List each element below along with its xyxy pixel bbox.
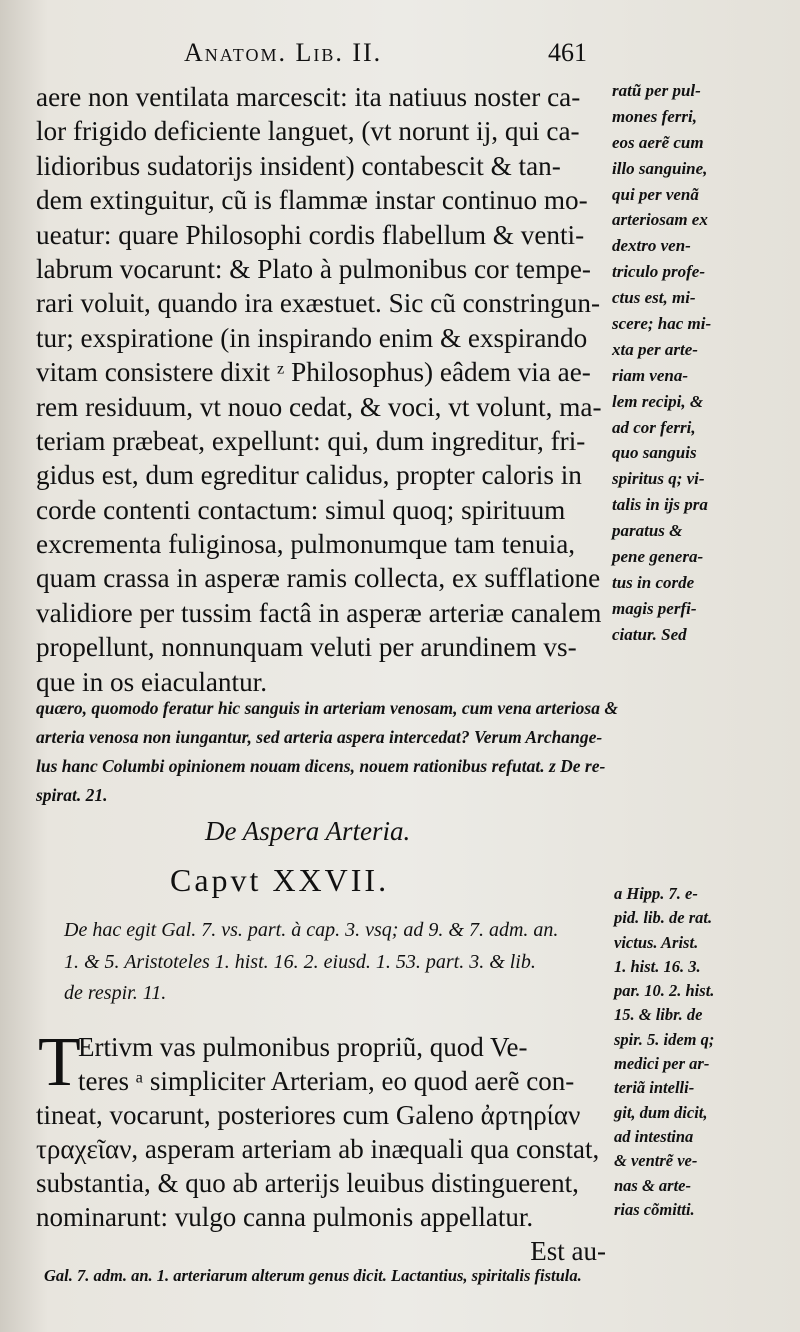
text-line: Ertivm vas pulmonibus propriũ, quod Ve- [78,1032,528,1062]
note-line: quæro, quomodo feratur hic sanguis in arteriam venosam, cum vena arteriosa & [36,698,618,718]
marginal-line: spiritus q; vi- [612,469,705,489]
marginal-line: talis in ijs pra [612,495,708,515]
marginal-line: medici per ar- [614,1054,710,1074]
text-line: τραχεῖαν, asperam arteriam ab inæquali qua constat, [36,1134,600,1164]
marginal-line: mones ferri, [612,106,697,126]
marginal-line: riam vena- [612,365,689,385]
marginal-line: scere; hac mi- [612,314,712,334]
main-text-block-2 [36,1024,616,1268]
text-line: teriam præbeat, expellunt: qui, dum ingreditur, fri- [36,425,586,456]
text-line: rari voluit, quando ira exæstuet. Sic cũ constringun- [36,288,601,319]
marginal-line: nas & arte- [614,1175,692,1195]
running-title: Anatom. Lib. II. [184,38,383,67]
drop-cap: T [38,1024,81,1101]
text-line: tur; exspiratione (in inspirando enim & exspirando [36,322,588,353]
text-line: lor frigido deficiente languet, (vt norunt ij, qui ca- [36,116,580,147]
marginal-note-2 [614,882,794,1222]
main-text-block [36,80,604,699]
marginal-line: arteriosam ex [612,210,708,230]
section-title: De Aspera Arteria. [205,816,411,846]
marginal-line: ratũ per pul- [612,81,701,100]
text-line: lidioribus sudatorijs insident) contabescit & tan- [36,150,561,181]
text-line: excrementa fuliginosa, pulmonumque tam tenuia, [36,529,576,560]
marginal-line: victus. Arist. [614,932,699,952]
marginal-line: pene genera- [612,547,704,567]
summary-line: 1. & 5. Aristoteles 1. hist. 16. 2. eiusd. 1. 53. part. 3. & lib. [64,950,536,973]
chapter-heading: Capvt XXVII. [170,862,390,898]
marginal-line: par. 10. 2. hist. [614,981,715,1001]
chapter-summary [64,915,624,1010]
marginal-line: & ventrẽ ve- [614,1151,698,1171]
marginal-line: ad intestina [614,1126,694,1146]
marginal-line: ctus est, mi- [612,288,696,308]
marginal-line: xta per arte- [612,339,698,359]
marginal-line: triculo profe- [612,262,706,282]
marginal-line: git, dum dicit, [614,1102,708,1122]
marginal-line: teriã intelli- [614,1078,695,1098]
note-line: arteria venosa non iungantur, sed arteria aspera intercedat? Verum Archange- [36,727,603,747]
text-line: que in os eiaculantur. [36,666,268,697]
footnote: Gal. 7. adm. an. 1. arteriarum alterum genus dicit. Lactantius, spiritalis fistula. [44,1266,582,1285]
text-line: substantia, & quo ab arterijs leuibus distinguerent, [36,1168,579,1198]
marginal-note-continuation [36,694,756,810]
marginal-line: illo sanguine, [612,158,708,178]
text-line: corde contenti contactum: simul quoq; spirituum [36,494,566,525]
text-line: ueatur: quare Philosophi cordis flabellum & venti- [36,219,585,250]
text-line: validiore per tussim factâ in asperæ arteriæ canalem [36,597,602,628]
marginal-line: 1. hist. 16. 3. [614,956,701,976]
marginal-note [612,78,792,648]
marginal-line: 15. & libr. de [614,1005,703,1025]
marginal-line: lem recipi, & [612,391,704,411]
summary-line: De hac egit Gal. 7. vs. part. à cap. 3. vsq; ad 9. & 7. adm. an. [64,919,559,941]
text-line: vitam consistere dixit ᶻ Philosophus) eâdem via ae- [36,357,591,388]
text-line: gidus est, dum egreditur calidus, propter caloris in [36,460,582,491]
text-line: dem extinguitur, cũ is flammæ instar continuo mo- [36,185,588,216]
marginal-line: a Hipp. 7. e- [614,884,698,903]
marginal-line: eos aerẽ cum [612,132,704,152]
marginal-line: qui per venã [612,184,699,204]
marginal-line: spir. 5. idem q; [614,1029,715,1049]
marginal-line: dextro ven- [612,236,691,256]
marginal-line: pid. lib. de rat. [614,908,713,928]
marginal-line: ad cor ferri, [612,417,696,437]
marginal-line: rias cõmitti. [614,1199,695,1219]
text-line: aere non ventilata marcescit: ita natiuus noster ca- [36,82,581,112]
page-header [0,38,800,78]
marginal-line: ciatur. Sed [612,624,687,644]
catchword: Est au- [530,1236,606,1266]
note-line: lus hanc Columbi opinionem nouam dicens, nouem rationibus refutat. z De re- [36,756,606,776]
text-line: tineat, vocarunt, posteriores cum Galeno ἀρτηρίαν [36,1100,581,1130]
text-line: propellunt, nonnunquam veluti per arundinem vs- [36,632,577,663]
text-line: nominarunt: vulgo canna pulmonis appellatur. [36,1202,534,1232]
marginal-line: magis perfi- [612,598,697,618]
text-line: teres ᵃ simpliciter Arteriam, eo quod aerẽ con- [78,1066,575,1096]
summary-line: de respir. 11. [64,982,167,1004]
page-number: 461 [548,38,587,67]
text-line: labrum vocarunt: & Plato à pulmonibus cor tempe- [36,253,591,284]
marginal-line: quo sanguis [612,443,697,463]
text-line: rem residuum, vt nouo cedat, & voci, vt volunt, ma- [36,391,602,422]
marginal-line: tus in corde [612,572,695,592]
note-line: spirat. 21. [36,785,108,805]
marginal-line: paratus & [612,521,683,541]
text-line: quam crassa in asperæ ramis collecta, ex sufflatione [36,563,601,594]
